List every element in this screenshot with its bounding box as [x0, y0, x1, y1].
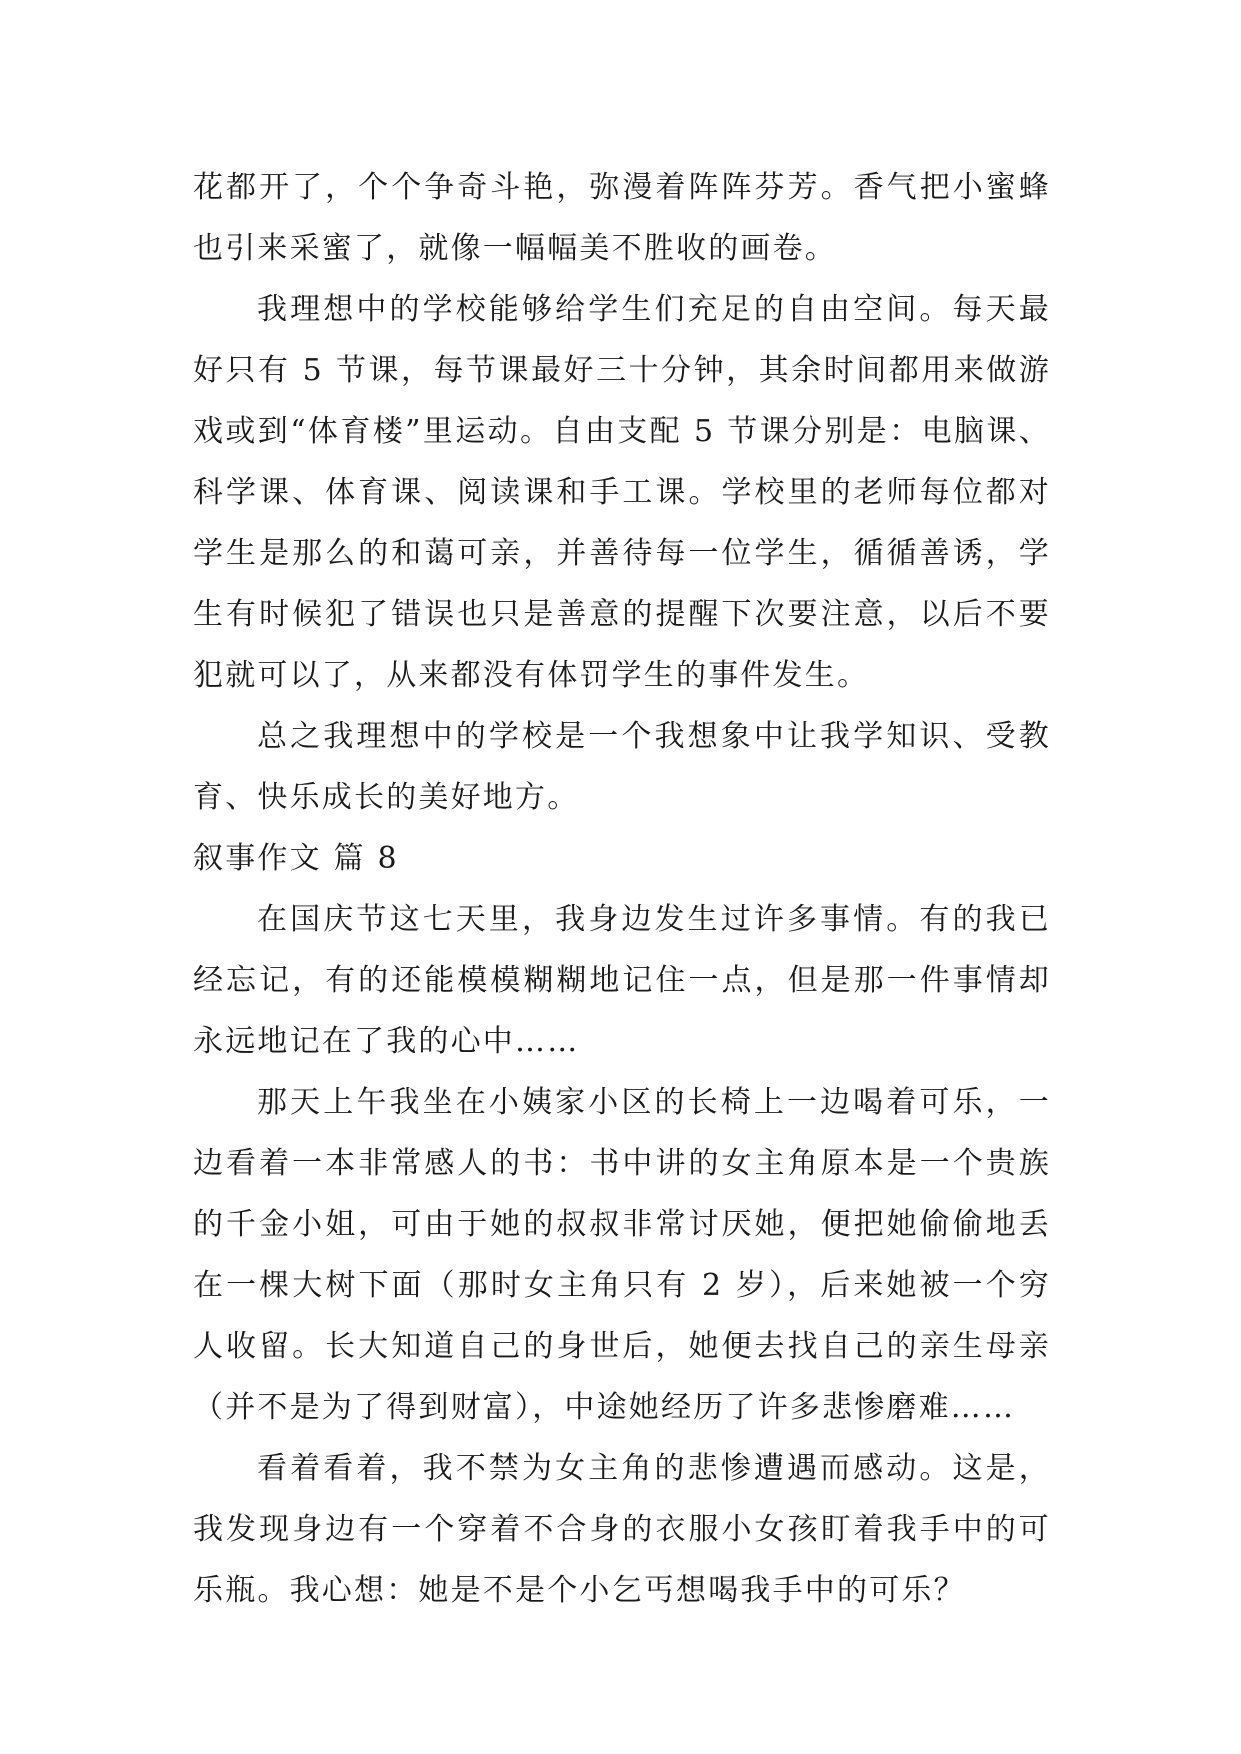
- section-heading: 叙事作文 篇 8: [193, 841, 399, 876]
- document-body: [193, 157, 1051, 1621]
- paragraph-conclusion: 总之我理想中的学校是一个我想象中让我学知识、受教育、快乐成长的美好地方。: [193, 719, 1051, 815]
- paragraph-little-girl: 看着看着，我不禁为女主角的悲惨遭遇而感动。这是，我发现身边有一个穿着不合身的衣服小女孩盯着我手中的可乐瓶。我心想：她是不是个小乞丐想喝我手中的可乐？: [193, 1451, 1051, 1608]
- paragraph-reading-book: 那天上午我坐在小姨家小区的长椅上一边喝着可乐，一边看着一本非常感人的书：书中讲的女主角原本是一个贵族的千金小姐，可由于她的叔叔非常讨厌她，便把她偷偷地丢在一棵大树下面（那时女主角只有 2 岁），后来她被一个穷人收留。长大知道自己的身世后，她便去找自己的亲生母亲（并不是为了得到财富），中途她经历了许多悲惨磨难……: [193, 1085, 1051, 1425]
- paragraph-national-day: 在国庆节这七天里，我身边发生过许多事情。有的我已经忘记，有的还能模模糊糊地记住一点，但是那一件事情却永远地记在了我的心中……: [193, 902, 1051, 1059]
- paragraph-continuation: 花都开了，个个争奇斗艳，弥漫着阵阵芬芳。香气把小蜜蜂也引来采蜜了，就像一幅幅美不胜收的画卷。: [193, 170, 1051, 266]
- paragraph-ideal-school: 我理想中的学校能够给学生们充足的自由空间。每天最好只有 5 节课，每节课最好三十分钟，其余时间都用来做游戏或到“体育楼”里运动。自由支配 5 节课分别是：电脑课、科学课、体育课、阅读课和手工课。学校里的老师每位都对学生是那么的和蔼可亲，并善待每一位学生，循循善诱，学生有时候犯了错误也只是善意的提醒下次要注意，以后不要犯就可以了，从来都没有体罚学生的事件发生。: [193, 292, 1051, 693]
